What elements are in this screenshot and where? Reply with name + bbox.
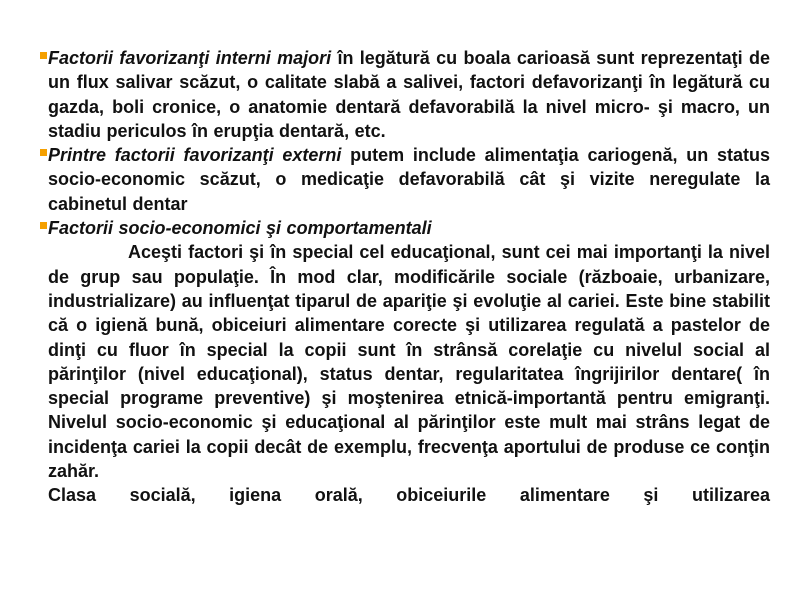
bullet-lead: Factorii socio-economici şi comportamentali bbox=[48, 218, 432, 239]
square-bullet-icon bbox=[40, 149, 47, 156]
bullet-lead: Factorii favorizanţi interni majori bbox=[48, 48, 332, 68]
square-bullet-icon bbox=[40, 222, 47, 229]
bullet-lead: Printre factorii favorizanţi externi bbox=[48, 145, 342, 166]
bullet-item-external-factors bbox=[48, 143, 770, 216]
trailing-paragraph: Clasa socială, igiena orală, obiceiurile alimentare şi utilizarea bbox=[48, 485, 770, 506]
bullet-item-internal-factors bbox=[48, 46, 770, 143]
body-paragraph: Aceşti factori şi în special cel educaţional, sunt cei mai importanţi la nivel de grup sau populaţie. În mod clar, modificările sociale (războaie, urbanizare, industrializare) au influenţat tiparul de apariţie şi evoluţie al cariei. Este bine stabilit că o igienă bună, obiceiuri alimentare corecte şi utilizarea regulată a pastelor de dinţi cu fluor în special la copii sunt în strânsă corelaţie cu nivelul social al părinţilor (nivel educaţional), status dentar, regularitatea îngrijirilor dentare( în special programe preventive) şi moştenirea etnică-importantă pentru emigranţi. Nivelul socio-economic şi educaţional al părinţilor este mult mai strâns legat de incidenţa cariei la copii decât de exemplu, frecvenţa aportului de produse ce conţin zahăr. bbox=[48, 242, 770, 482]
bullet-item-socio-economic bbox=[48, 216, 770, 240]
bullet-text: putem include alimentaţia cariogenă, un status socio-economic scăzut, o medicaţie defavorabilă cât şi vizite neregulate la cabinetul dentar bbox=[48, 145, 771, 214]
slide-content bbox=[48, 46, 770, 508]
square-bullet-icon bbox=[40, 52, 47, 59]
bullet-text: în legătură cu boala carioasă sunt reprezentaţi de un flux salivar scăzut, o calitate slabă a salivei, factori defavorizanţi în legătură cu gazda, boli cronice, o anatomie dentară defavorabilă la nivel micro- şi macro, un stadiu periculos în erupţia dentară, etc. bbox=[48, 48, 770, 141]
